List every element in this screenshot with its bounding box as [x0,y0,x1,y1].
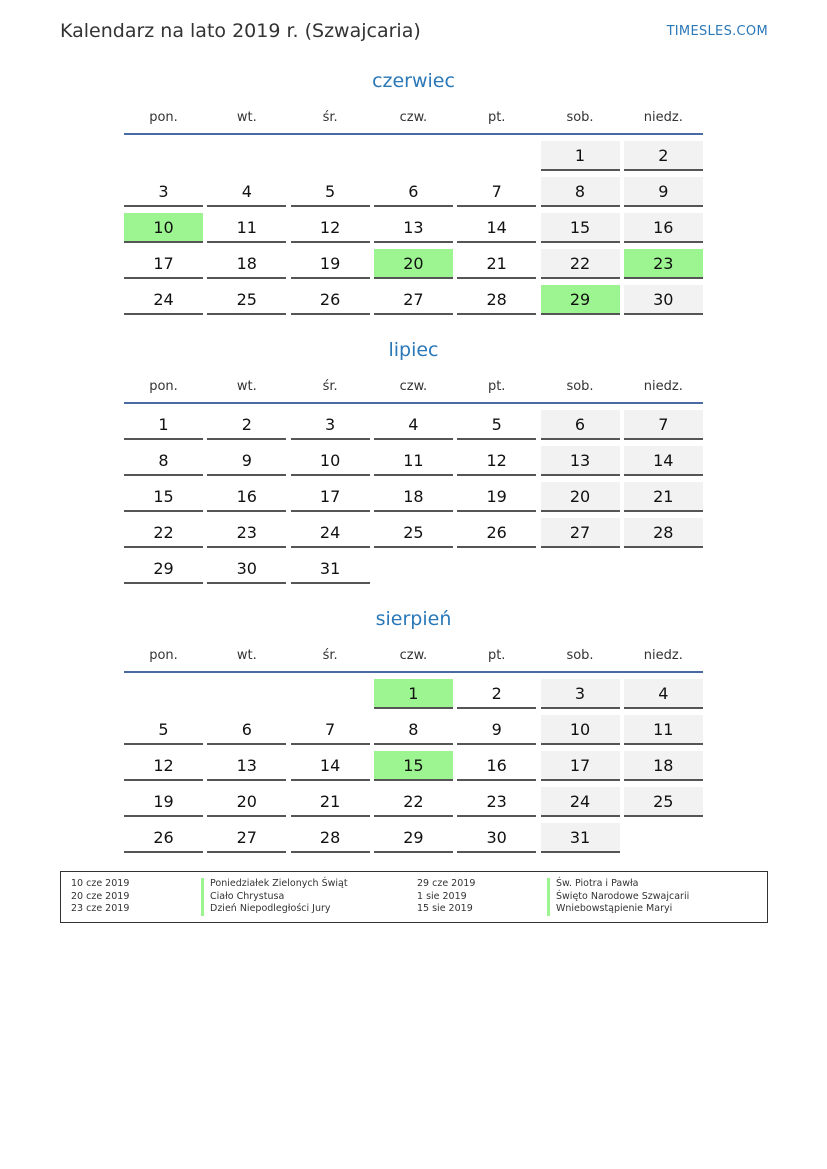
page-title: Kalendarz na lato 2019 r. (Szwajcaria) [60,20,421,42]
day-cell[interactable]: 18 [207,249,286,279]
day-cell[interactable]: 23 [207,518,286,548]
weekday-label: niedz. [643,110,683,125]
day-cell[interactable]: 12 [457,446,536,476]
day-cell[interactable]: 11 [207,213,286,243]
holiday-day-cell[interactable]: 15 [374,751,453,781]
weekday-label: czw. [399,110,428,125]
day-cell[interactable]: 19 [291,249,370,279]
day-cell[interactable]: 29 [374,823,453,853]
day-cell[interactable]: 27 [207,823,286,853]
weekday-label: wt. [236,110,257,125]
day-cell[interactable]: 8 [374,715,453,745]
weekday-label: pon. [149,379,178,394]
legend-date: 23 cze 2019 [71,903,130,914]
day-cell[interactable]: 7 [624,410,703,440]
day-cell[interactable]: 16 [624,213,703,243]
day-cell[interactable]: 26 [124,823,203,853]
day-cell[interactable]: 14 [624,446,703,476]
day-cell[interactable]: 15 [541,213,620,243]
day-cell[interactable]: 1 [124,410,203,440]
legend-holiday-name: Św. Piotra i Pawła [547,878,639,891]
weekday-label: pon. [149,648,178,663]
day-cell[interactable]: 4 [624,679,703,709]
day-cell[interactable]: 3 [541,679,620,709]
day-cell[interactable]: 29 [124,554,203,584]
weekday-header [124,379,703,397]
day-cell[interactable]: 16 [207,482,286,512]
day-cell[interactable]: 22 [541,249,620,279]
day-cell[interactable]: 9 [207,446,286,476]
day-cell[interactable]: 25 [207,285,286,315]
day-cell[interactable]: 12 [124,751,203,781]
day-cell[interactable]: 15 [124,482,203,512]
weekday-label: śr. [322,648,338,663]
header-rule [124,133,703,135]
day-cell[interactable]: 4 [374,410,453,440]
holiday-legend [60,871,768,923]
weekday-label: wt. [236,648,257,663]
day-cell[interactable]: 13 [541,446,620,476]
day-cell[interactable]: 30 [624,285,703,315]
header-rule [124,671,703,673]
weekday-header [124,110,703,128]
day-cell[interactable]: 21 [624,482,703,512]
day-cell[interactable]: 6 [374,177,453,207]
brand-logo[interactable]: TIMESLES.COM [666,24,768,39]
legend-holiday-name: Dzień Niepodległości Jury [201,903,331,916]
legend-date: 1 sie 2019 [417,890,467,902]
day-cell[interactable]: 3 [124,177,203,207]
day-cell[interactable]: 7 [291,715,370,745]
day-cell[interactable]: 28 [624,518,703,548]
weekday-label: sob. [566,110,594,125]
day-cell[interactable]: 14 [291,751,370,781]
day-cell[interactable]: 11 [374,446,453,476]
header-rule [124,402,703,404]
day-cell[interactable]: 12 [291,213,370,243]
weekday-label: sob. [566,648,594,663]
day-cell[interactable]: 13 [207,751,286,781]
weekday-label: śr. [322,110,338,125]
day-cell[interactable]: 26 [291,285,370,315]
weekday-label: sob. [566,379,594,394]
day-cell[interactable]: 8 [541,177,620,207]
day-cell[interactable]: 24 [541,787,620,817]
legend-date: 20 cze 2019 [71,890,130,902]
month-title: lipiec [388,339,439,361]
weekday-label: pt. [487,379,506,394]
day-cell[interactable]: 13 [374,213,453,243]
day-cell[interactable]: 21 [457,249,536,279]
day-cell[interactable]: 5 [457,410,536,440]
day-cell[interactable]: 3 [291,410,370,440]
weekday-label: czw. [399,648,428,663]
day-cell[interactable]: 1 [541,141,620,171]
legend-holiday-name: Wniebowstąpienie Maryi [547,903,672,916]
day-cell[interactable]: 27 [374,285,453,315]
day-cell[interactable]: 17 [124,249,203,279]
day-cell[interactable]: 16 [457,751,536,781]
day-cell[interactable]: 20 [207,787,286,817]
weekday-label: śr. [322,379,338,394]
holiday-day-cell[interactable]: 10 [124,213,203,243]
day-cell[interactable]: 9 [624,177,703,207]
weekday-label: pon. [149,110,178,125]
weekday-label: niedz. [643,379,683,394]
weekday-label: pt. [487,110,506,125]
day-cell[interactable]: 10 [291,446,370,476]
day-cell[interactable]: 11 [624,715,703,745]
day-cell[interactable]: 2 [207,410,286,440]
day-cell[interactable]: 4 [207,177,286,207]
day-cell[interactable]: 25 [624,787,703,817]
day-cell[interactable]: 27 [541,518,620,548]
day-cell[interactable]: 30 [457,823,536,853]
day-cell[interactable]: 10 [541,715,620,745]
holiday-day-cell[interactable]: 29 [541,285,620,315]
day-cell[interactable]: 28 [291,823,370,853]
legend-holiday-name: Poniedziałek Zielonych Świąt [201,878,348,891]
day-cell[interactable]: 8 [124,446,203,476]
holiday-day-cell[interactable]: 23 [624,249,703,279]
day-cell[interactable]: 30 [207,554,286,584]
day-cell[interactable]: 23 [457,787,536,817]
day-cell[interactable]: 17 [291,482,370,512]
day-cell[interactable]: 17 [541,751,620,781]
day-cell[interactable]: 6 [541,410,620,440]
month-title: sierpień [375,608,452,630]
holiday-day-cell[interactable]: 20 [374,249,453,279]
day-cell[interactable]: 22 [124,518,203,548]
day-cell[interactable]: 7 [457,177,536,207]
month-title: czerwiec [372,70,455,92]
weekday-label: niedz. [643,648,683,663]
day-cell[interactable]: 24 [124,285,203,315]
holiday-day-cell[interactable]: 1 [374,679,453,709]
day-cell[interactable]: 18 [624,751,703,781]
day-cell[interactable]: 9 [457,715,536,745]
legend-date: 29 cze 2019 [417,878,476,889]
day-cell[interactable]: 2 [624,141,703,171]
legend-holiday-name: Ciało Chrystusa [201,891,284,904]
day-cell[interactable]: 31 [291,554,370,584]
day-cell[interactable]: 28 [457,285,536,315]
day-cell[interactable]: 25 [374,518,453,548]
legend-date: 10 cze 2019 [71,878,130,889]
page-header [60,20,768,46]
day-cell[interactable]: 22 [374,787,453,817]
weekday-header [124,648,703,666]
day-cell[interactable]: 5 [291,177,370,207]
day-cell[interactable]: 18 [374,482,453,512]
legend-holiday-name: Święto Narodowe Szwajcarii [547,891,689,904]
day-cell[interactable]: 14 [457,213,536,243]
day-cell[interactable]: 5 [124,715,203,745]
day-cell[interactable]: 24 [291,518,370,548]
day-cell[interactable]: 31 [541,823,620,853]
legend-date: 15 sie 2019 [417,903,473,914]
day-cell[interactable]: 19 [124,787,203,817]
day-cell[interactable]: 19 [457,482,536,512]
day-cell[interactable]: 2 [457,679,536,709]
day-cell[interactable]: 21 [291,787,370,817]
weekday-label: pt. [487,648,506,663]
weekday-label: czw. [399,379,428,394]
day-cell[interactable]: 6 [207,715,286,745]
weekday-label: wt. [236,379,257,394]
day-cell[interactable]: 26 [457,518,536,548]
day-cell[interactable]: 20 [541,482,620,512]
